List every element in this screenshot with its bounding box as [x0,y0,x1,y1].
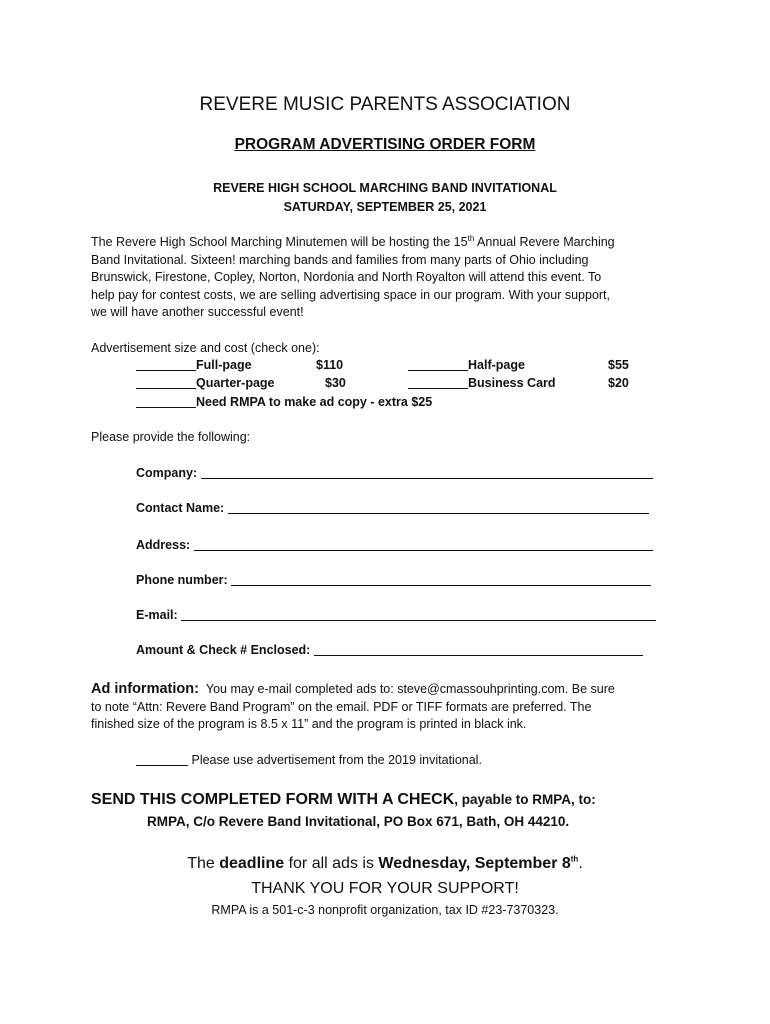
ad-size-heading: Advertisement size and cost (check one): [91,341,320,355]
mailing-address: RMPA, C/o Revere Band Invitational, PO Box 671, Bath, OH 44210. [147,814,570,829]
deadline-line: The deadline for all ads is Wednesday, September 8th. [187,854,583,872]
option-half-page[interactable]: Half-page [408,358,525,372]
option-quarter-page[interactable]: Quarter-page [136,376,275,390]
check-blank[interactable] [136,395,196,408]
phone-field[interactable]: Phone number: [136,573,651,587]
contact-input-line[interactable] [228,501,649,514]
ad-info-heading: Ad information: [91,681,199,697]
intro-line: Brunswick, Firestone, Copley, Norton, Nordonia and North Royalton will attend this event. To [91,270,602,285]
check-blank[interactable] [136,358,196,371]
thank-you: THANK YOU FOR YOUR SUPPORT! [251,880,519,897]
price-quarter-page: $30 [325,376,346,390]
provide-heading: Please provide the following: [91,430,251,444]
check-blank[interactable] [408,358,468,371]
intro-line: we will have another successful event! [91,305,304,320]
check-blank[interactable] [136,753,188,766]
send-instructions: SEND THIS COMPLETED FORM WITH A CHECK, payable to RMPA, to: [91,791,596,808]
option-business-card[interactable]: Business Card [408,376,556,390]
nonprofit-note: RMPA is a 501-c-3 nonprofit organization, tax ID #23-7370323. [211,903,559,917]
form-title: PROGRAM ADVERTISING ORDER FORM [234,136,536,153]
address-field[interactable]: Address: [136,538,653,552]
event-name: REVERE HIGH SCHOOL MARCHING BAND INVITATIONAL [213,181,557,195]
event-date: SATURDAY, SEPTEMBER 25, 2021 [283,200,487,214]
ad-info-paragraph: Ad information: You may e-mail completed ads to: steve@cmassouhprinting.com. Be sure to note “Attn: Revere Band Program” on the email. PDF or TIFF formats are preferred. The finished size of the program is 8.5 x 11” and the program is printed in black ink. [91,681,615,732]
intro-paragraph [91,234,615,322]
email-field[interactable]: E-mail: [136,608,656,622]
org-title: REVERE MUSIC PARENTS ASSOCIATION [199,94,571,115]
address-input-line[interactable] [194,538,653,551]
check-blank[interactable] [136,376,196,389]
intro-line: The Revere High School Marching Minutemen will be hosting the 15th Annual Revere Marching [91,233,615,249]
option-ad-copy[interactable]: Need RMPA to make ad copy - extra $25 [136,395,432,409]
price-full-page: $110 [316,358,344,372]
email-input-line[interactable] [181,608,656,621]
company-field[interactable]: Company: [136,466,653,480]
price-business-card: $20 [608,376,629,390]
intro-line: Band Invitational. Sixteen! marching bands and families from many parts of Ohio including [91,252,589,267]
intro-line: help pay for contest costs, we are selling advertising space in our program. With your support, [91,287,611,302]
company-input-line[interactable] [201,466,653,479]
contact-name-field[interactable]: Contact Name: [136,501,649,515]
amount-input-line[interactable] [314,643,643,656]
amount-check-field[interactable]: Amount & Check # Enclosed: [136,643,643,657]
check-blank[interactable] [408,376,468,389]
reuse-ad-option[interactable]: Please use advertisement from the 2019 invitational. [136,752,482,770]
price-half-page: $55 [608,358,629,372]
phone-input-line[interactable] [231,573,651,586]
option-full-page[interactable]: Full-page [136,358,252,372]
